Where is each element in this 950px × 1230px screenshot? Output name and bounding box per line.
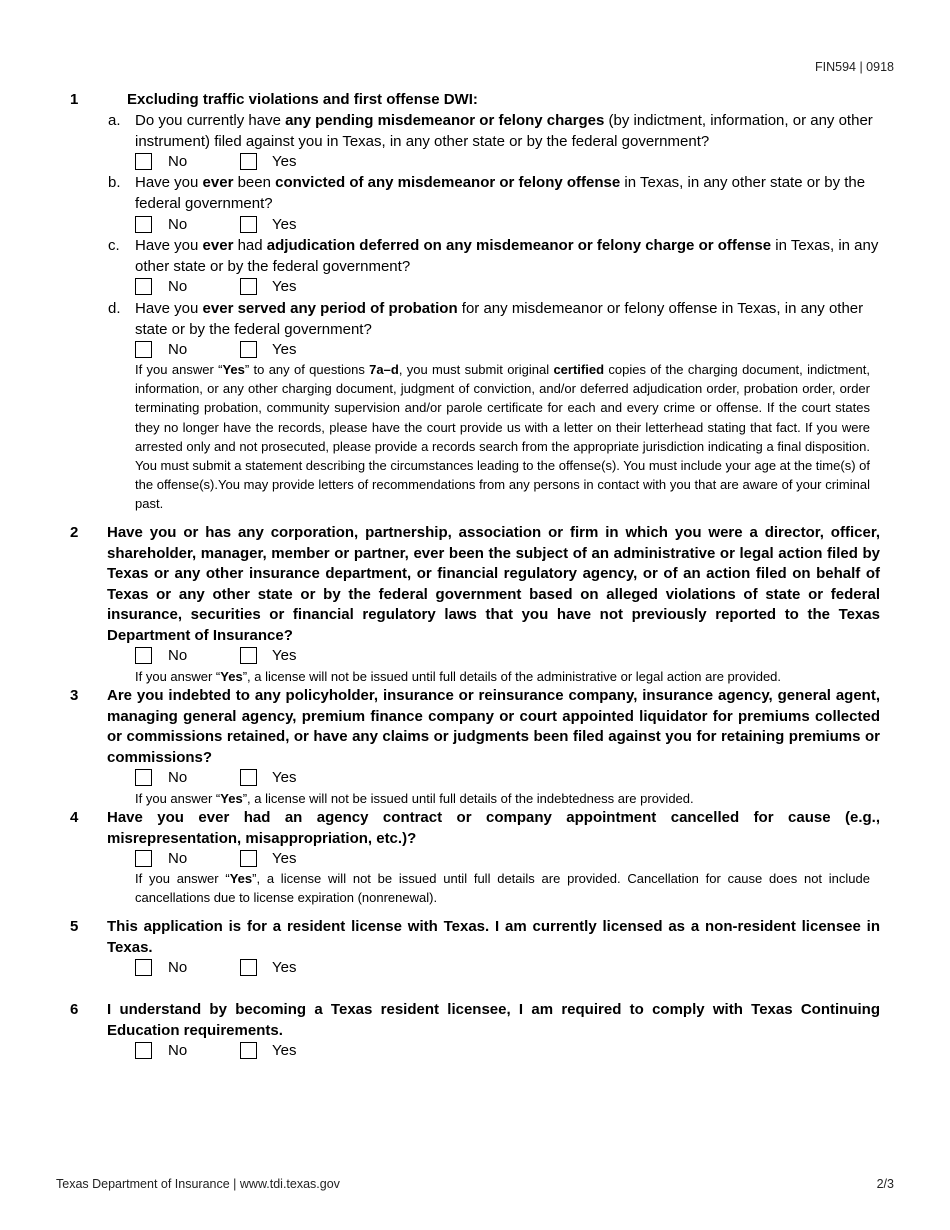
question-1-instructions: If you answer “Yes” to any of questions 7a–d, you must submit original certified copies of the charging document, indictment, information, or any other charging document, judgment of conviction, and/or deferred adjudication order, probation order, order terminating probation, community supervision and/or parole certificate for each and every crime or offense. If the court states they no longer have the records, please have the court provide us with a letter on their letterhead stating that fact. If you were arrested only and not prosecuted, please provide a records search from the appropriate jurisdiction indicating a final disposition. You must submit a statement describing the circumstances leading to the offense(s). You must include your age at the time(s) of the offense(s).You may provide letters of recommendations from any persons in contact with you that are aware of your criminal past. xyxy=(135,362,870,512)
no-checkbox[interactable] xyxy=(135,959,152,976)
no-label: No xyxy=(168,153,188,170)
sub-letter: a. xyxy=(108,112,121,129)
yes-label: Yes xyxy=(272,647,297,664)
question-number: 3 xyxy=(70,687,79,704)
question-4-instructions: If you answer “Yes”, a license will not be issued until full details are provided. Cancellation for cause does not include cancellations due to license expiration (nonrenewal). xyxy=(135,871,870,906)
footer-agency: Texas Department of Insurance | www.tdi.texas.gov xyxy=(56,1177,340,1191)
question-title: Have you ever had an agency contract or company appointment cancelled for cause (e.g., misrepresentation, misappropriation, etc.)? xyxy=(107,809,880,847)
question-number: 5 xyxy=(70,918,79,935)
yes-checkbox[interactable] xyxy=(240,769,257,786)
yes-checkbox[interactable] xyxy=(240,216,257,233)
question-number: 6 xyxy=(70,1001,79,1018)
yes-label: Yes xyxy=(272,959,297,976)
question-1a-text: Do you currently have any pending misdemeanor or felony charges (by indictment, information, or any other instrument) filed against you in Texas, in any other state or by the federal government? xyxy=(135,112,873,150)
no-checkbox[interactable] xyxy=(135,850,152,867)
no-label: No xyxy=(168,216,188,233)
no-checkbox[interactable] xyxy=(135,216,152,233)
question-title: This application is for a resident license with Texas. I am currently licensed as a non-resident licensee in Texas. xyxy=(107,918,880,956)
question-2-instructions: If you answer “Yes”, a license will not be issued until full details of the administrative or legal action are provided. xyxy=(135,669,782,684)
no-label: No xyxy=(168,1042,188,1059)
no-checkbox[interactable] xyxy=(135,341,152,358)
no-label: No xyxy=(168,959,188,976)
no-checkbox[interactable] xyxy=(135,647,152,664)
question-number: 1 xyxy=(70,91,79,108)
form-code: FIN594 | 0918 xyxy=(815,60,894,74)
yes-label: Yes xyxy=(272,850,297,867)
yes-label: Yes xyxy=(272,341,297,358)
yes-checkbox[interactable] xyxy=(240,341,257,358)
no-checkbox[interactable] xyxy=(135,278,152,295)
question-1d-text: Have you ever served any period of probation for any misdemeanor or felony offense in Texas, in any other state or by the federal government? xyxy=(135,300,864,338)
yes-label: Yes xyxy=(272,153,297,170)
question-title: Excluding traffic violations and first offense DWI: xyxy=(127,91,478,108)
yes-label: Yes xyxy=(272,278,297,295)
no-checkbox[interactable] xyxy=(135,153,152,170)
no-checkbox[interactable] xyxy=(135,769,152,786)
question-title: I understand by becoming a Texas resident licensee, I am required to comply with Texas Continuing Education requirements. xyxy=(107,1001,880,1039)
yes-label: Yes xyxy=(272,216,297,233)
yes-label: Yes xyxy=(272,1042,297,1059)
no-label: No xyxy=(168,647,188,664)
sub-letter: b. xyxy=(108,174,121,191)
no-label: No xyxy=(168,341,188,358)
no-label: No xyxy=(168,769,188,786)
no-label: No xyxy=(168,850,188,867)
sub-letter: c. xyxy=(108,237,120,254)
sub-letter: d. xyxy=(108,300,121,317)
yes-checkbox[interactable] xyxy=(240,1042,257,1059)
question-title: Have you or has any corporation, partnership, association or firm in which you were a director, officer, shareholder, manager, member or partner, ever been the subject of an administrative or legal action filed by Texas or any other insurance department, or financial regulatory agency, or of an action filed on behalf of Texas or any other state or by the federal government based on alleged violations of state or federal insurance, securities or financial regulatory laws that you have not previously reported to the Texas Department of Insurance? xyxy=(107,524,880,644)
question-1b-text: Have you ever been convicted of any misdemeanor or felony offense in Texas, in any other state or by the federal government? xyxy=(135,174,866,212)
page-number: 2/3 xyxy=(876,1177,894,1191)
question-1c-text: Have you ever had adjudication deferred on any misdemeanor or felony charge or offense in Texas, in any other state or by the federal government? xyxy=(135,237,879,275)
yes-checkbox[interactable] xyxy=(240,959,257,976)
question-3-instructions: If you answer “Yes”, a license will not be issued until full details of the indebtedness are provided. xyxy=(135,791,694,806)
yes-label: Yes xyxy=(272,769,297,786)
no-checkbox[interactable] xyxy=(135,1042,152,1059)
question-title: Are you indebted to any policyholder, insurance or reinsurance company, insurance agency, general agent, managing general agency, premium finance company or court appointed liquidator for premiums collected or commissions retained, or have any claims or judgments been filed against you for retaining premiums or commissions? xyxy=(107,687,880,766)
question-number: 4 xyxy=(70,809,79,826)
question-number: 2 xyxy=(70,524,79,541)
yes-checkbox[interactable] xyxy=(240,153,257,170)
no-label: No xyxy=(168,278,188,295)
yes-checkbox[interactable] xyxy=(240,647,257,664)
yes-checkbox[interactable] xyxy=(240,850,257,867)
yes-checkbox[interactable] xyxy=(240,278,257,295)
